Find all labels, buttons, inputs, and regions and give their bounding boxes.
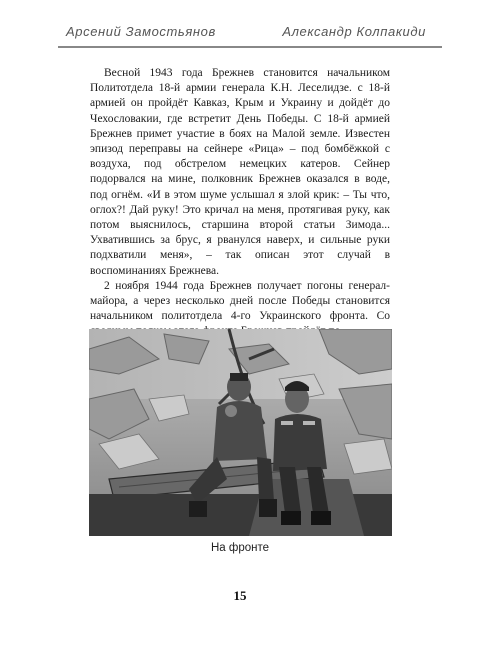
paragraph-1: Весной 1943 года Брежнев становится начальником Политотдела 18-й армии генерала К.Н. Леселидзе. с 18-й армией он пройдёт Кавказ, Крым и Украину и дойдёт до Чехословакии, где встретит День Победы. С 18-й армией Брежнев примет участие в боях на Малой земле. Известен эпизод переправы на сейнере «Рица» – под бомбёжкой с воздуха, под обстрелом немецких катеров. Сейнер подорвался на мине, полковник Брежнев оказался в воде, под огнём. «И в этом шуме услышал я злой крик: – Ты что, оглох?! Дай руку! Это кричал на меня, протягивая руку, как потом выяснилось, старшина второй статьи Зимода... Ухватившись за брус, я рванулся наверх, и сильные руки подхватили меня», – так описан этот случай в воспоминаниях Брежнева.	[90, 67, 390, 277]
running-header	[66, 24, 426, 39]
header-author-right: Александр Колпакиди	[282, 24, 426, 39]
paragraph-2: 2 ноября 1944 года Брежнев получает погоны генерал-майора, а через несколько дней после Победы становится начальником политотдела 4-го Украинского фронта. Со	[90, 279, 390, 323]
body-text	[90, 66, 390, 340]
header-author-left: Арсений Замостьянов	[66, 24, 216, 39]
page-number: 15	[233, 588, 247, 603]
photo-illustration	[89, 329, 392, 536]
header-rule	[58, 46, 442, 48]
photo-caption: На фронте	[210, 542, 270, 554]
war-photo	[89, 329, 392, 536]
